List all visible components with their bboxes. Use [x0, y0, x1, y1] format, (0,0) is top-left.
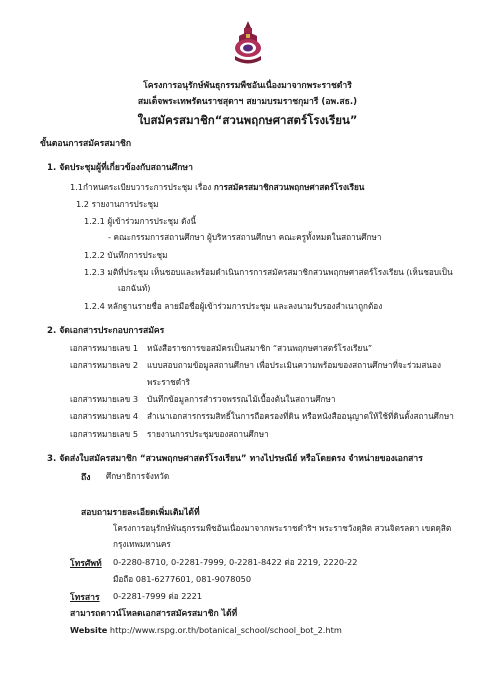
item-1-2-3: 1.2.3 มติที่ประชุม เห็นชอบและพร้อมดำเนินการการสมัครสมาชิกสวนพฤกษศาสตร์โรงเรียน (เห็นชอบเป็น — [84, 267, 453, 277]
download-heading: สามารถดาวน์โหลดเอกสารสมัครสมาชิก ได้ที่ — [70, 609, 238, 619]
doc-5-label: เอกสารหมายเลข 5 — [70, 429, 139, 439]
doc-4-text: สำเนาเอกสารกรรมสิทธิ์ในการถือครองที่ดิน หรือหนังสืออนุญาตให้ใช้ที่ดินตั้งสถานศึกษา — [147, 411, 454, 421]
phone-value: 0-2280-8710, 0-2281-7999, 0-2281-8422 ต่อ 2219, 2220-22 — [113, 557, 358, 567]
contact-heading: สอบถามรายละเอียดเพิ่มเติมได้ที่ — [81, 508, 200, 518]
page-title: ใบสมัครสมาชิก“สวนพฤกษศาสตร์โรงเรียน” — [137, 113, 358, 127]
website-link[interactable]: http://www.rspg.or.th/botanical_school/school_bot_2.htm — [109, 625, 342, 635]
item-1-2-2: 1.2.2 บันทึกการประชุม — [84, 250, 168, 260]
item-1-2-3-cont: เอกฉันท์) — [118, 283, 151, 293]
section-2-heading: 2. จัดเอกสารประกอบการสมัคร — [47, 326, 165, 336]
item-1-1-text: 1.1กำหนดระเบียบวาระการประชุม เรื่อง — [70, 182, 214, 192]
fax-label: โทรสาร — [70, 593, 100, 603]
doc-3-label: เอกสารหมายเลข 3 — [70, 394, 139, 404]
phone-label: โทรศัพท์ — [70, 559, 102, 569]
project-name: โครงการอนุรักษ์พันธุกรรมพืชอันเนื่องมาจากพระราชดำริ — [143, 81, 352, 91]
doc-2-text-cont: พระราชดำริ — [147, 377, 191, 387]
item-1-2-4: 1.2.4 หลักฐานรายชื่อ ลายมือชื่อผู้เข้าร่วมการประชุม และลงนามรับรองสำเนาถูกต้อง — [84, 301, 383, 311]
item-1-1 — [70, 181, 364, 194]
website-line — [70, 625, 342, 635]
fax-value: 0-2281-7999 ต่อ 2221 — [113, 591, 203, 601]
doc-4-label: เอกสารหมายเลข 4 — [70, 411, 139, 421]
doc-2-text: แบบสอบถามข้อมูลสถานศึกษา เพื่อประเมินความพร้อมของสถานศึกษาที่จะร่วมสนอง — [147, 360, 441, 370]
patron-name: สมเด็จพระเทพรัตนราชสุดาฯ สยามบรมราชกุมารี (อพ.สธ.) — [137, 97, 358, 107]
doc-1-label: เอกสารหมายเลข 1 — [70, 343, 139, 353]
mobile-value: มือถือ 081-6277601, 081-9078050 — [113, 574, 252, 584]
doc-3-text: บันทึกข้อมูลการสำรวจพรรณไม้เบื้องต้นในสถานศึกษา — [147, 394, 336, 404]
section-1-heading: 1. จัดประชุมผู้ที่เกี่ยวข้องกับสถานศึกษา — [47, 163, 193, 173]
section-3-heading: 3. จัดส่งใบสมัครสมาชิก “สวนพฤกษศาสตร์โรงเรียน” ทางไปรษณีย์ หรือโดยตรง จำหน่ายของเอกสาร — [47, 454, 423, 464]
send-to-value: ศึกษาธิการจังหวัด — [106, 471, 170, 481]
doc-1-text: หนังสือราชการขอสมัครเป็นสมาชิก “สวนพฤกษศาสตร์โรงเรียน” — [147, 343, 373, 353]
doc-5-text: รายงานการประชุมของสถานศึกษา — [147, 429, 269, 439]
send-to-label: ถึง — [81, 473, 91, 483]
website-label: Website — [70, 625, 108, 635]
item-1-2: 1.2 รายงานการประชุม — [76, 199, 159, 209]
item-1-1-topic: การสมัครสมาชิกสวนพฤกษศาสตร์โรงเรียน — [213, 182, 365, 192]
item-1-2-1-attendees: - คณะกรรมการสถานศึกษา ผู้บริหารสถานศึกษา คณะครูทั้งหมดในสถานศึกษา — [108, 232, 382, 242]
item-1-2-1: 1.2.1 ผู้เข้าร่วมการประชุม ดังนี้ — [84, 216, 197, 226]
contact-address: โครงการอนุรักษ์พันธุกรรมพืชอันเนื่องมาจากพระราชดำริฯ พระราชวังดุสิต สวนจิตรลดา เขตดุสิต — [113, 523, 452, 533]
contact-address-city: กรุงเทพมหานคร — [113, 539, 171, 549]
steps-heading: ขั้นตอนการสมัครสมาชิก — [40, 139, 132, 149]
royal-emblem-icon — [230, 20, 266, 68]
doc-2-label: เอกสารหมายเลข 2 — [70, 360, 139, 370]
